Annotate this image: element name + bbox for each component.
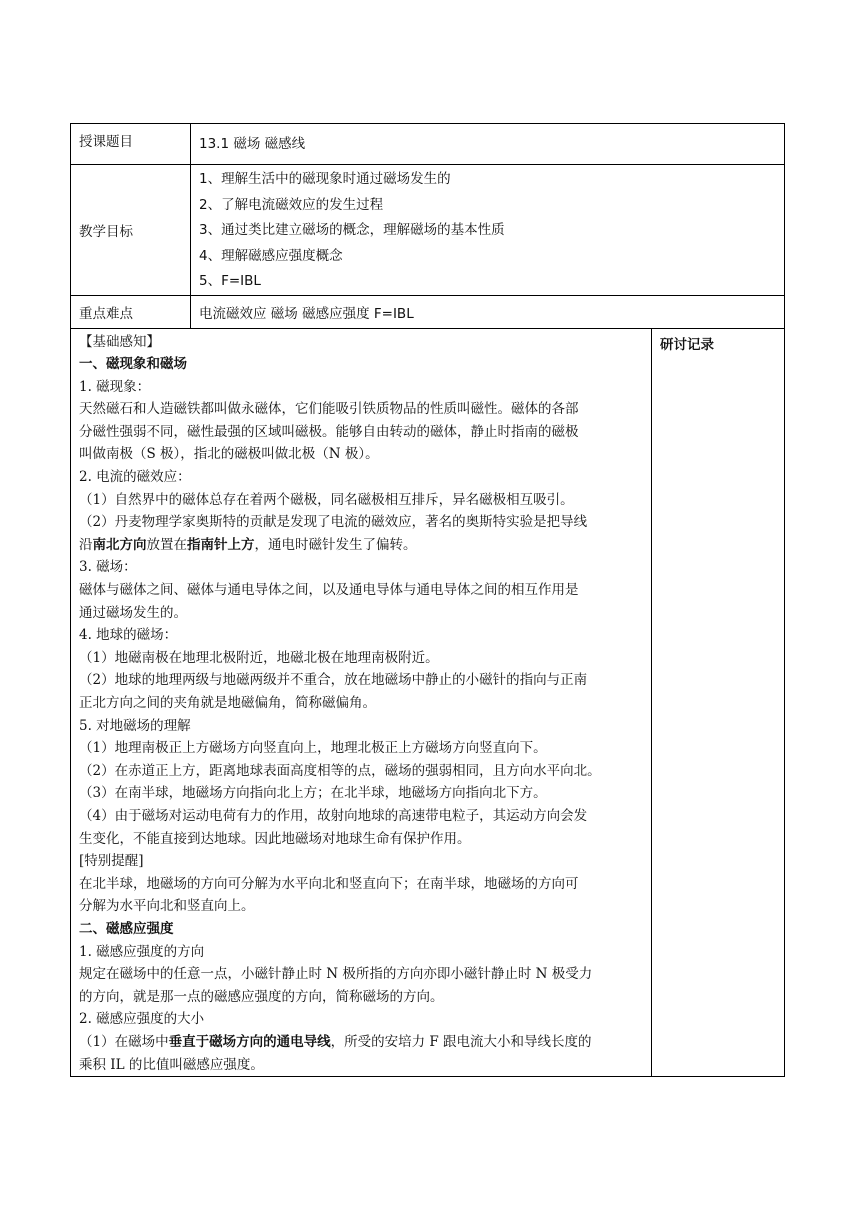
lesson-plan-table: [70, 123, 785, 1077]
goal-item: 1、理解生活中的磁现象时通过磁场发生的: [199, 171, 451, 187]
content-cell: [71, 328, 652, 1077]
topic-value: 13.1 磁场 磁感线: [191, 124, 785, 165]
subheading: 1. 磁现象：: [79, 378, 151, 395]
paragraph-line: （1）自然界中的磁体总存在着两个磁极，同名磁极相互排斥，异名磁极相互吸引。: [79, 491, 574, 508]
paragraph-line: 在北半球，地磁场的方向可分解为水平向北和竖直向下；在南半球，地磁场的方向可: [79, 875, 579, 892]
discussion-record-label: 研讨记录: [652, 328, 785, 1077]
emphasis-text: 指南针上方: [187, 536, 255, 553]
paragraph-line: 的方向，就是那一点的磁感应强度的方向，简称磁场的方向。: [79, 988, 444, 1005]
content-row: [71, 328, 785, 1077]
subheading: 3. 磁场：: [79, 559, 137, 576]
paragraph-line: （1）地磁南极在地理北极附近，地磁北极在地理南极附近。: [79, 649, 439, 666]
topic-label: 授课题目: [71, 124, 191, 165]
topic-row: [71, 124, 785, 165]
paragraph-line: （1）地理南极正上方磁场方向竖直向上，地理北极正上方磁场方向竖直向下。: [79, 740, 547, 757]
paragraph-line: 乘积 IL 的比值叫磁感应强度。: [79, 1056, 264, 1073]
paragraph-line: （3）在南半球，地磁场方向指向北上方；在北半球，地磁场方向指向北下方。: [79, 785, 547, 802]
tip-heading: [特别提醒]: [79, 853, 144, 870]
paragraph-line: 磁体与磁体之间、磁体与通电导体之间，以及通电导体与通电导体之间的相互作用是: [79, 582, 579, 599]
paragraph-line: （2）丹麦物理学家奥斯特的贡献是发现了电流的磁效应，著名的奥斯特实验是把导线: [79, 514, 588, 531]
paragraph-line: 分磁性强弱不同，磁性最强的区域叫磁极。能够自由转动的磁体，静止时指南的磁极: [79, 423, 579, 440]
paragraph-line: （2）在赤道正上方，距离地球表面高度相等的点，磁场的强弱相同，且方向水平向北。: [79, 762, 601, 779]
text-run: （1）在磁场中: [79, 1033, 169, 1050]
goal-item: 2、了解电流磁效应的发生过程: [199, 196, 384, 213]
goals-list: [191, 165, 785, 296]
paragraph-line: 正北方向之间的夹角就是地磁偏角，简称磁偏角。: [79, 695, 376, 711]
paragraph-line: 规定在磁场中的任意一点，小磁针静止时 N 极所指的方向亦即小磁针静止时 N 极受力: [79, 966, 593, 983]
subheading: 5. 对地磁场的理解: [79, 717, 191, 734]
paragraph-line: 生变化，不能直接到达地球。因此地磁场对地球生命有保护作用。: [79, 830, 471, 847]
goals-row: [71, 165, 785, 296]
paragraph-line: （2）地球的地理两级与地磁两级并不重合，放在地磁场中静止的小磁针的指向与正南: [79, 672, 588, 689]
subheading: 2. 电流的磁效应：: [79, 469, 191, 486]
key-label: 重点难点: [71, 295, 191, 328]
paragraph-line: 通过磁场发生的。: [79, 604, 187, 621]
heading-induction: 二、磁感应强度: [79, 920, 174, 937]
text-run: 放置在: [146, 536, 187, 553]
emphasis-text: 垂直于磁场方向的通电导线: [168, 1033, 331, 1050]
emphasis-text: 南北方向: [92, 536, 147, 553]
paragraph-line: 分解为水平向北和竖直向上。: [79, 898, 255, 915]
text-run: ，通电时磁针发生了偏转。: [254, 536, 417, 553]
heading-magnetism: 一、磁现象和磁场: [79, 356, 187, 373]
section-tag: 【基础感知】: [79, 333, 160, 350]
text-run: 沿: [79, 536, 93, 553]
lesson-plan-document: [70, 123, 784, 1077]
paragraph-line: 天然磁石和人造磁铁都叫做永磁体，它们能吸引铁质物品的性质叫磁性。磁体的各部: [79, 401, 579, 418]
goal-item: 3、通过类比建立磁场的概念，理解磁场的基本性质: [199, 222, 505, 238]
text-run: ，所受的安培力 F 跟电流大小和导线长度的: [330, 1033, 592, 1050]
subheading: 2. 磁感应强度的大小: [79, 1011, 205, 1028]
subheading: 4. 地球的磁场：: [79, 627, 178, 644]
key-row: [71, 295, 785, 328]
subheading: 1. 磁感应强度的方向: [79, 943, 205, 960]
paragraph-line: 叫做南极（S 极），指北的磁极叫做北极（N 极）。: [79, 446, 379, 463]
paragraph-line: [79, 534, 643, 557]
paragraph-line: [79, 1031, 643, 1054]
goal-item: 5、F=IBL: [199, 273, 261, 289]
goals-label: 教学目标: [71, 165, 191, 296]
goal-item: 4、理解磁感应强度概念: [199, 247, 343, 264]
key-value: 电流磁效应 磁场 磁感应强度 F=IBL: [191, 295, 785, 328]
paragraph-line: （4）由于磁场对运动电荷有力的作用，故射向地球的高速带电粒子，其运动方向会发: [79, 807, 588, 824]
